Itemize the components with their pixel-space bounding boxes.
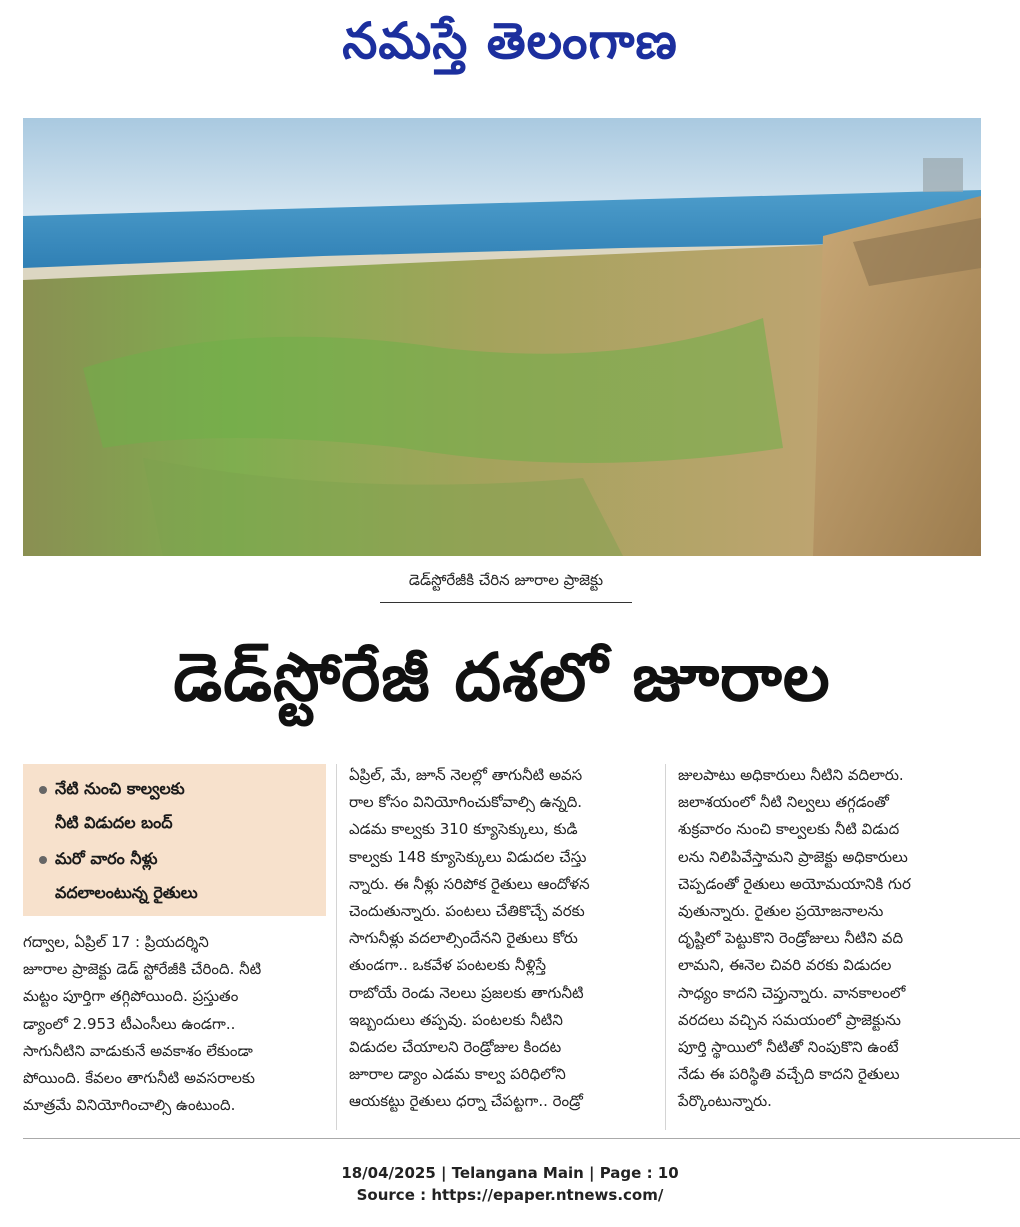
highlight-item: మరో వారం నీళ్లు — [39, 842, 324, 876]
highlight-item: నేటి నుంచి కాల్వలకు — [39, 772, 324, 806]
article-photo — [23, 118, 981, 556]
footer-divider — [23, 1138, 1020, 1139]
reservoir-photo-illustration — [23, 118, 981, 556]
article-column-3: జులపాటు అధికారులు నీటిని వదిలారు. జలాశయంలో నీటి నిల్వలు తగ్గడంతో శుక్రవారం నుంచి కాల్వలకు నీటి విడుద లను నిలిపివేస్తామని ప్రాజెక్టు అధికారులు చెప్పడంతో రైతులు అయోమయానికి గుర వుతున్నారు. రైతుల ప్రయోజనాలను దృష్టిలో పెట్టుకొని రెండ్రోజులు నీటిని వది లామని, ఈనెల చివరి వరకు విడుదల సాధ్యం కాదని చెప్తున్నారు. వానకాలంలో వరదలు వచ్చిన సమయంలో ప్రాజెక్టును పూర్తి స్థాయిలో నీటితో నింపుకొని ఉంటే నేడు ఈ పరిస్థితి వచ్చేది కాదని రైతులు పేర్కొంటున్నారు. — [678, 766, 911, 1111]
distant-structure — [923, 158, 963, 192]
source-link[interactable]: Source : https://epaper.ntnews.com/ — [356, 1186, 664, 1204]
highlights-box — [23, 764, 326, 916]
highlight-item-continued: నీటి విడుదల బంద్ — [55, 813, 173, 832]
caption-underline — [380, 602, 632, 603]
newspaper-masthead: నమస్తే తెలంగాణ — [342, 11, 678, 70]
column-divider — [336, 764, 337, 1130]
article-column-1: గద్వాల, ఏప్రిల్ 17 : ప్రియదర్శిని జూరాల ప్రాజెక్టు డెడ్ స్టోరేజీకి చేరింది. నీటి మట్టం పూర్తిగా తగ్గిపోయింది. ప్రస్తుతం డ్యాంలో 2.953 టీఎంసీలు ఉండగా.. సాగునీటిని వాడుకునే అవకాశం లేకుండా పోయింది. కేవలం తాగునీటి అవసరాలకు మాత్రమే వినియోగించాల్సి ఉంటుంది. — [23, 933, 262, 1115]
bullet-icon — [39, 786, 47, 794]
photo-caption: డెడ్‌స్టోరేజీకి చేరిన జూరాల ప్రాజెక్టు — [408, 571, 604, 589]
bullet-icon — [39, 856, 47, 864]
edition-info: 18/04/2025 | Telangana Main | Page : 10 — [341, 1164, 679, 1182]
highlight-item-continued: వదలాలంటున్న రైతులు — [55, 883, 198, 902]
article-column-2: ఏప్రిల్, మే, జూన్ నెలల్లో తాగునీటి అవస రాల కోసం వినియోగించుకోవాల్సి ఉన్నది. ఎడమ కాల్వకు 310 క్యూసెక్కులు, కుడి కాల్వకు 148 క్యూసెక్కులు విడుదల చేస్తు న్నారు. ఈ నీళ్లు సరిపోక రైతులు ఆందోళన చెందుతున్నారు. పంటలు చేతికొచ్చే వరకు సాగునీళ్లు వదలాల్సిందేనని రైతులు కోరు తుండగా.. ఒకవేళ పంటలకు నీళ్లిస్తే రాబోయే రెండు నెలలు ప్రజలకు తాగునీటి ఇబ్బందులు తప్పవు. పంటలకు నీటిని విడుదల చేయాలని రెండ్రోజుల కిందట జూరాల డ్యాం ఎడమ కాల్వ పరిధిలోని ఆయకట్టు రైతులు ధర్నా చేపట్టగా.. రెండ్రో — [349, 766, 590, 1111]
article-headline: డెడ్‌స్టోరేజీ దశలో జూరాల — [173, 639, 831, 716]
column-divider — [665, 764, 666, 1130]
